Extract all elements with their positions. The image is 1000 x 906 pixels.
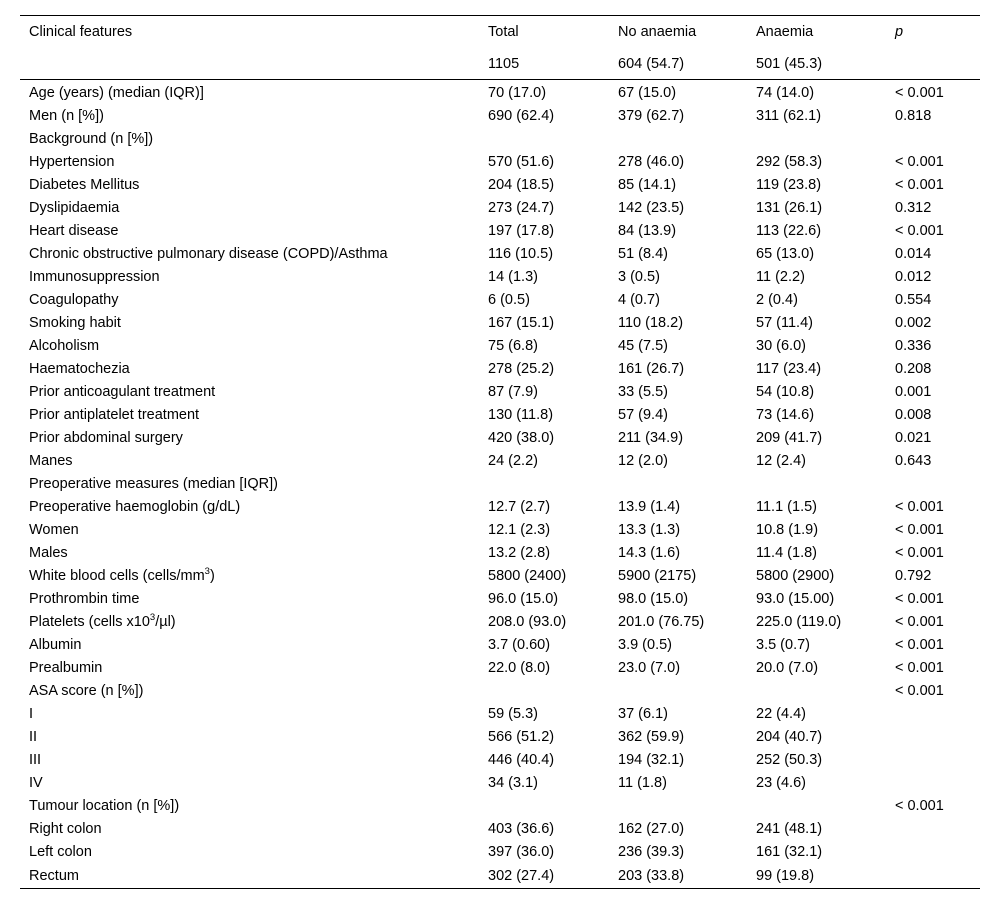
cell-total: 3.7 (0.60)	[488, 637, 551, 653]
cell-no-anaemia: 84 (13.9)	[618, 223, 677, 239]
row-label-text: Preoperative measures (median [IQR])	[29, 476, 279, 492]
cell-p-value: 0.818	[895, 108, 932, 124]
table-body	[20, 80, 980, 889]
cell-no-anaemia	[609, 128, 747, 151]
cell-anaemia: 74 (14.0)	[756, 85, 815, 101]
cell-p-value	[886, 818, 980, 841]
row-label-text: Men (n [%])	[29, 108, 104, 124]
cell-no-anaemia: 236 (39.3)	[618, 844, 685, 860]
table-row	[20, 680, 980, 703]
table-row	[20, 151, 980, 174]
cell-no-anaemia: 13.3 (1.3)	[618, 522, 681, 538]
cell-p-value	[886, 473, 980, 496]
cell-no-anaemia: 362 (59.9)	[618, 729, 685, 745]
cell-total	[479, 473, 609, 496]
cell-p-value: < 0.001	[895, 591, 944, 607]
cell-anaemia: 10.8 (1.9)	[756, 522, 819, 538]
cell-total: 208.0 (93.0)	[488, 614, 567, 630]
cell-total: 5800 (2400)	[488, 568, 567, 584]
count-p-value	[886, 49, 980, 80]
cell-anaemia: 73 (14.6)	[756, 407, 815, 423]
row-label-text: White blood cells (cells/mm	[29, 568, 205, 584]
cell-no-anaemia	[609, 795, 747, 818]
cell-total: 570 (51.6)	[488, 154, 555, 170]
cell-p-value: 0.643	[895, 453, 932, 469]
row-label-text: Tumour location (n [%])	[29, 798, 180, 814]
cell-total: 204 (18.5)	[488, 177, 555, 193]
table-row	[20, 841, 980, 864]
cell-no-anaemia: 11 (1.8)	[618, 775, 667, 791]
cell-p-value: < 0.001	[895, 499, 944, 515]
table-row	[20, 266, 980, 289]
row-label	[20, 312, 479, 335]
cell-no-anaemia: 161 (26.7)	[618, 361, 685, 377]
table-row	[20, 657, 980, 680]
row-label	[20, 266, 479, 289]
cell-anaemia: 12 (2.4)	[756, 453, 806, 469]
cell-p-value: < 0.001	[895, 545, 944, 561]
row-label	[20, 105, 479, 128]
cell-no-anaemia: 211 (34.9)	[618, 430, 684, 446]
cell-no-anaemia: 45 (7.5)	[618, 338, 668, 354]
cell-anaemia: 65 (13.0)	[756, 246, 815, 262]
cell-anaemia: 209 (41.7)	[756, 430, 823, 446]
cell-p-value	[886, 128, 980, 151]
cell-anaemia: 311 (62.1)	[756, 108, 822, 124]
cell-total: 197 (17.8)	[488, 223, 555, 239]
cell-total: 130 (11.8)	[488, 407, 554, 423]
cell-no-anaemia: 201.0 (76.75)	[618, 614, 705, 630]
cell-no-anaemia: 23.0 (7.0)	[618, 660, 681, 676]
cell-total	[479, 795, 609, 818]
cell-no-anaemia: 85 (14.1)	[618, 177, 677, 193]
row-label	[20, 749, 479, 772]
cell-p-value: 0.012	[895, 269, 932, 285]
row-label	[20, 864, 479, 889]
cell-p-value: 0.008	[895, 407, 932, 423]
row-label-text: Left colon	[29, 844, 92, 860]
table-row	[20, 312, 980, 335]
row-label-text: Albumin	[29, 637, 82, 653]
cell-anaemia: 161 (32.1)	[756, 844, 823, 860]
cell-total: 278 (25.2)	[488, 361, 555, 377]
row-label-text: Women	[29, 522, 79, 538]
row-label-text: Manes	[29, 453, 73, 469]
cell-p-value: 0.021	[895, 430, 932, 446]
row-label	[20, 220, 479, 243]
table-row	[20, 358, 980, 381]
cell-total	[479, 128, 609, 151]
row-label-text: Prealbumin	[29, 660, 103, 676]
table-row	[20, 174, 980, 197]
cell-no-anaemia: 194 (32.1)	[618, 752, 685, 768]
cell-p-value: 0.014	[895, 246, 932, 262]
cell-total: 446 (40.4)	[488, 752, 555, 768]
row-label	[20, 450, 479, 473]
cell-no-anaemia	[609, 473, 747, 496]
cell-no-anaemia: 67 (15.0)	[618, 85, 677, 101]
row-label	[20, 174, 479, 197]
cell-anaemia: 54 (10.8)	[756, 384, 815, 400]
count-total: 1105	[479, 49, 609, 80]
cell-total: 397 (36.0)	[488, 844, 555, 860]
row-label	[20, 818, 479, 841]
cell-total: 6 (0.5)	[488, 292, 530, 308]
cell-p-value: < 0.001	[895, 637, 944, 653]
table-row	[20, 864, 980, 889]
row-label	[20, 381, 479, 404]
cell-no-anaemia: 14.3 (1.6)	[618, 545, 681, 561]
cell-total: 302 (27.4)	[479, 864, 609, 889]
cell-no-anaemia: 57 (9.4)	[618, 407, 668, 423]
table-row	[20, 542, 980, 565]
cell-anaemia: 113 (22.6)	[756, 223, 822, 239]
row-label-text: II	[29, 729, 38, 745]
row-label	[20, 358, 479, 381]
row-label-text: Chronic obstructive pulmonary disease (COPD)/Asthma	[29, 246, 388, 262]
row-label	[20, 795, 479, 818]
table-row	[20, 611, 980, 634]
count-clinical-features	[20, 49, 479, 80]
cell-anaemia: 20.0 (7.0)	[756, 660, 819, 676]
cell-anaemia: 241 (48.1)	[756, 821, 823, 837]
table-row	[20, 565, 980, 588]
cell-anaemia	[747, 680, 886, 703]
cell-p-value	[886, 841, 980, 864]
row-label	[20, 611, 479, 634]
cell-total: 420 (38.0)	[488, 430, 555, 446]
cell-total: 116 (10.5)	[488, 246, 554, 262]
cell-total: 13.2 (2.8)	[488, 545, 551, 561]
row-label-text: Coagulopathy	[29, 292, 119, 308]
cell-p-value: < 0.001	[895, 798, 944, 814]
row-label	[20, 151, 479, 174]
cell-p-value: < 0.001	[895, 177, 944, 193]
cell-anaemia: 3.5 (0.7)	[756, 637, 810, 653]
cell-no-anaemia: 3.9 (0.5)	[618, 637, 672, 653]
cell-total: 403 (36.6)	[488, 821, 555, 837]
cell-p-value: 0.208	[895, 361, 932, 377]
table-row	[20, 749, 980, 772]
table-row	[20, 703, 980, 726]
row-label	[20, 80, 479, 106]
table-row	[20, 80, 980, 106]
row-label	[20, 634, 479, 657]
cell-no-anaemia: 3 (0.5)	[618, 269, 660, 285]
cell-p-value: 0.002	[895, 315, 932, 331]
header-no-anaemia: No anaemia	[609, 16, 747, 50]
row-label	[20, 519, 479, 542]
count-no-anaemia: 604 (54.7)	[609, 49, 747, 80]
row-label-text: Prior antiplatelet treatment	[29, 407, 200, 423]
row-label-text: Haematochezia	[29, 361, 130, 377]
row-label-text: Right colon	[29, 821, 102, 837]
row-label-text: Prior abdominal surgery	[29, 430, 183, 446]
row-label-text: Prior anticoagulant treatment	[29, 384, 216, 400]
cell-anaemia: 22 (4.4)	[756, 706, 806, 722]
cell-anaemia	[747, 795, 886, 818]
cell-anaemia: 23 (4.6)	[756, 775, 806, 791]
cell-anaemia: 2 (0.4)	[756, 292, 798, 308]
cell-total: 12.1 (2.3)	[488, 522, 551, 538]
row-label-text: Hypertension	[29, 154, 115, 170]
cell-anaemia: 99 (19.8)	[747, 864, 886, 889]
table-row	[20, 818, 980, 841]
row-label-text: I	[29, 706, 34, 722]
cell-anaemia: 93.0 (15.00)	[756, 591, 835, 607]
table-row	[20, 588, 980, 611]
cell-total: 24 (2.2)	[488, 453, 538, 469]
row-label-text: III	[29, 752, 42, 768]
row-label	[20, 680, 479, 703]
row-label-text: Platelets (cells x10	[29, 614, 150, 630]
clinical-features-table	[20, 15, 980, 889]
cell-p-value: < 0.001	[895, 223, 944, 239]
cell-total: 75 (6.8)	[488, 338, 538, 354]
row-label	[20, 289, 479, 312]
cell-p-value: < 0.001	[895, 154, 944, 170]
cell-p-value: < 0.001	[895, 522, 944, 538]
cell-no-anaemia: 203 (33.8)	[609, 864, 747, 889]
cell-p-value: 0.312	[895, 200, 932, 216]
row-label-text: Immunosuppression	[29, 269, 160, 285]
row-label-suffix: )	[209, 568, 215, 584]
count-anaemia: 501 (45.3)	[747, 49, 886, 80]
cell-anaemia	[747, 128, 886, 151]
table-row	[20, 473, 980, 496]
cell-total: 59 (5.3)	[488, 706, 538, 722]
table-row	[20, 772, 980, 795]
cell-total	[479, 680, 609, 703]
cell-total: 22.0 (8.0)	[488, 660, 551, 676]
row-label	[20, 565, 479, 588]
cell-p-value	[886, 864, 980, 889]
cell-total: 690 (62.4)	[488, 108, 555, 124]
cell-p-value	[886, 726, 980, 749]
row-label	[20, 496, 479, 519]
cell-p-value: < 0.001	[895, 85, 944, 101]
cell-anaemia: 119 (23.8)	[756, 177, 822, 193]
cell-anaemia: 225.0 (119.0)	[756, 614, 842, 630]
row-label	[20, 542, 479, 565]
row-label	[20, 404, 479, 427]
cell-p-value: < 0.001	[895, 683, 944, 699]
row-label	[20, 473, 479, 496]
table-row	[20, 726, 980, 749]
cell-no-anaemia: 13.9 (1.4)	[618, 499, 681, 515]
table-row	[20, 105, 980, 128]
cell-total: 12.7 (2.7)	[488, 499, 551, 515]
row-label-text: Males	[29, 545, 68, 561]
cell-no-anaemia: 162 (27.0)	[618, 821, 685, 837]
table-row	[20, 197, 980, 220]
cell-anaemia: 5800 (2900)	[756, 568, 835, 584]
table-row	[20, 289, 980, 312]
cell-p-value: < 0.001	[895, 614, 944, 630]
cell-anaemia: 252 (50.3)	[756, 752, 823, 768]
row-label-text: Age (years) (median (IQR)]	[29, 85, 204, 101]
superscript: 3	[149, 612, 156, 623]
row-label	[20, 657, 479, 680]
cell-anaemia: 131 (26.1)	[756, 200, 823, 216]
table-row	[20, 496, 980, 519]
cell-anaemia: 292 (58.3)	[756, 154, 823, 170]
table-row	[20, 427, 980, 450]
cell-anaemia	[747, 473, 886, 496]
row-label	[20, 335, 479, 358]
header-total: Total	[479, 16, 609, 50]
cell-p-value	[886, 703, 980, 726]
cell-no-anaemia: 4 (0.7)	[618, 292, 660, 308]
cell-total: 70 (17.0)	[488, 85, 547, 101]
cell-no-anaemia: 51 (8.4)	[618, 246, 668, 262]
cell-anaemia: 11.4 (1.8)	[756, 545, 817, 561]
cell-p-value: 0.336	[895, 338, 932, 354]
table-row	[20, 220, 980, 243]
cell-anaemia: 117 (23.4)	[756, 361, 822, 377]
row-label-text: Diabetes Mellitus	[29, 177, 140, 193]
row-label-text: Prothrombin time	[29, 591, 140, 607]
table-row	[20, 128, 980, 151]
cell-no-anaemia: 33 (5.5)	[618, 384, 668, 400]
header-row	[20, 16, 980, 50]
row-label-text: ASA score (n [%])	[29, 683, 144, 699]
cell-p-value	[886, 772, 980, 795]
row-label-text: Alcoholism	[29, 338, 100, 354]
row-label-text: Dyslipidaemia	[29, 200, 120, 216]
cell-no-anaemia: 379 (62.7)	[618, 108, 685, 124]
row-label	[20, 588, 479, 611]
cell-p-value	[886, 749, 980, 772]
row-label-text: Smoking habit	[29, 315, 121, 331]
cell-no-anaemia: 142 (23.5)	[618, 200, 685, 216]
row-label	[20, 841, 479, 864]
cell-p-value: 0.554	[895, 292, 932, 308]
cell-total: 566 (51.2)	[488, 729, 555, 745]
table-row	[20, 634, 980, 657]
table-row	[20, 795, 980, 818]
cell-no-anaemia: 110 (18.2)	[618, 315, 684, 331]
header-p-value: p	[886, 16, 980, 50]
row-label	[20, 197, 479, 220]
table-row	[20, 404, 980, 427]
header-counts-row	[20, 49, 980, 80]
row-label	[20, 128, 479, 151]
cell-total: 273 (24.7)	[488, 200, 555, 216]
row-label-text: Rectum	[29, 867, 79, 884]
cell-total: 14 (1.3)	[488, 269, 538, 285]
cell-total: 87 (7.9)	[488, 384, 538, 400]
cell-no-anaemia: 278 (46.0)	[618, 154, 685, 170]
table-row	[20, 381, 980, 404]
table-row	[20, 243, 980, 266]
table-row	[20, 519, 980, 542]
cell-anaemia: 11.1 (1.5)	[756, 499, 817, 515]
cell-no-anaemia: 12 (2.0)	[618, 453, 668, 469]
table-row	[20, 450, 980, 473]
cell-p-value: 0.001	[895, 384, 932, 400]
row-label	[20, 427, 479, 450]
cell-anaemia: 204 (40.7)	[756, 729, 823, 745]
cell-p-value: 0.792	[895, 568, 932, 584]
row-label-text: IV	[29, 775, 43, 791]
row-label-text: Preoperative haemoglobin (g/dL)	[29, 499, 241, 515]
table-header	[20, 16, 980, 80]
cell-no-anaemia: 37 (6.1)	[618, 706, 668, 722]
cell-total: 167 (15.1)	[488, 315, 555, 331]
cell-anaemia: 30 (6.0)	[756, 338, 806, 354]
cell-anaemia: 57 (11.4)	[756, 315, 813, 331]
superscript: 3	[204, 566, 210, 577]
row-label	[20, 243, 479, 266]
table-row	[20, 335, 980, 358]
cell-no-anaemia: 5900 (2175)	[618, 568, 697, 584]
row-label	[20, 726, 479, 749]
cell-p-value: < 0.001	[895, 660, 944, 676]
cell-total: 34 (3.1)	[488, 775, 538, 791]
cell-anaemia: 11 (2.2)	[756, 269, 805, 285]
row-label-suffix: /µl)	[155, 614, 176, 630]
row-label-text: Background (n [%])	[29, 131, 154, 147]
row-label	[20, 772, 479, 795]
row-label	[20, 703, 479, 726]
cell-no-anaemia	[609, 680, 747, 703]
header-anaemia: Anaemia	[747, 16, 886, 50]
row-label-text: Heart disease	[29, 223, 119, 239]
header-clinical-features: Clinical features	[20, 16, 479, 50]
cell-total: 96.0 (15.0)	[488, 591, 559, 607]
cell-no-anaemia: 98.0 (15.0)	[618, 591, 689, 607]
